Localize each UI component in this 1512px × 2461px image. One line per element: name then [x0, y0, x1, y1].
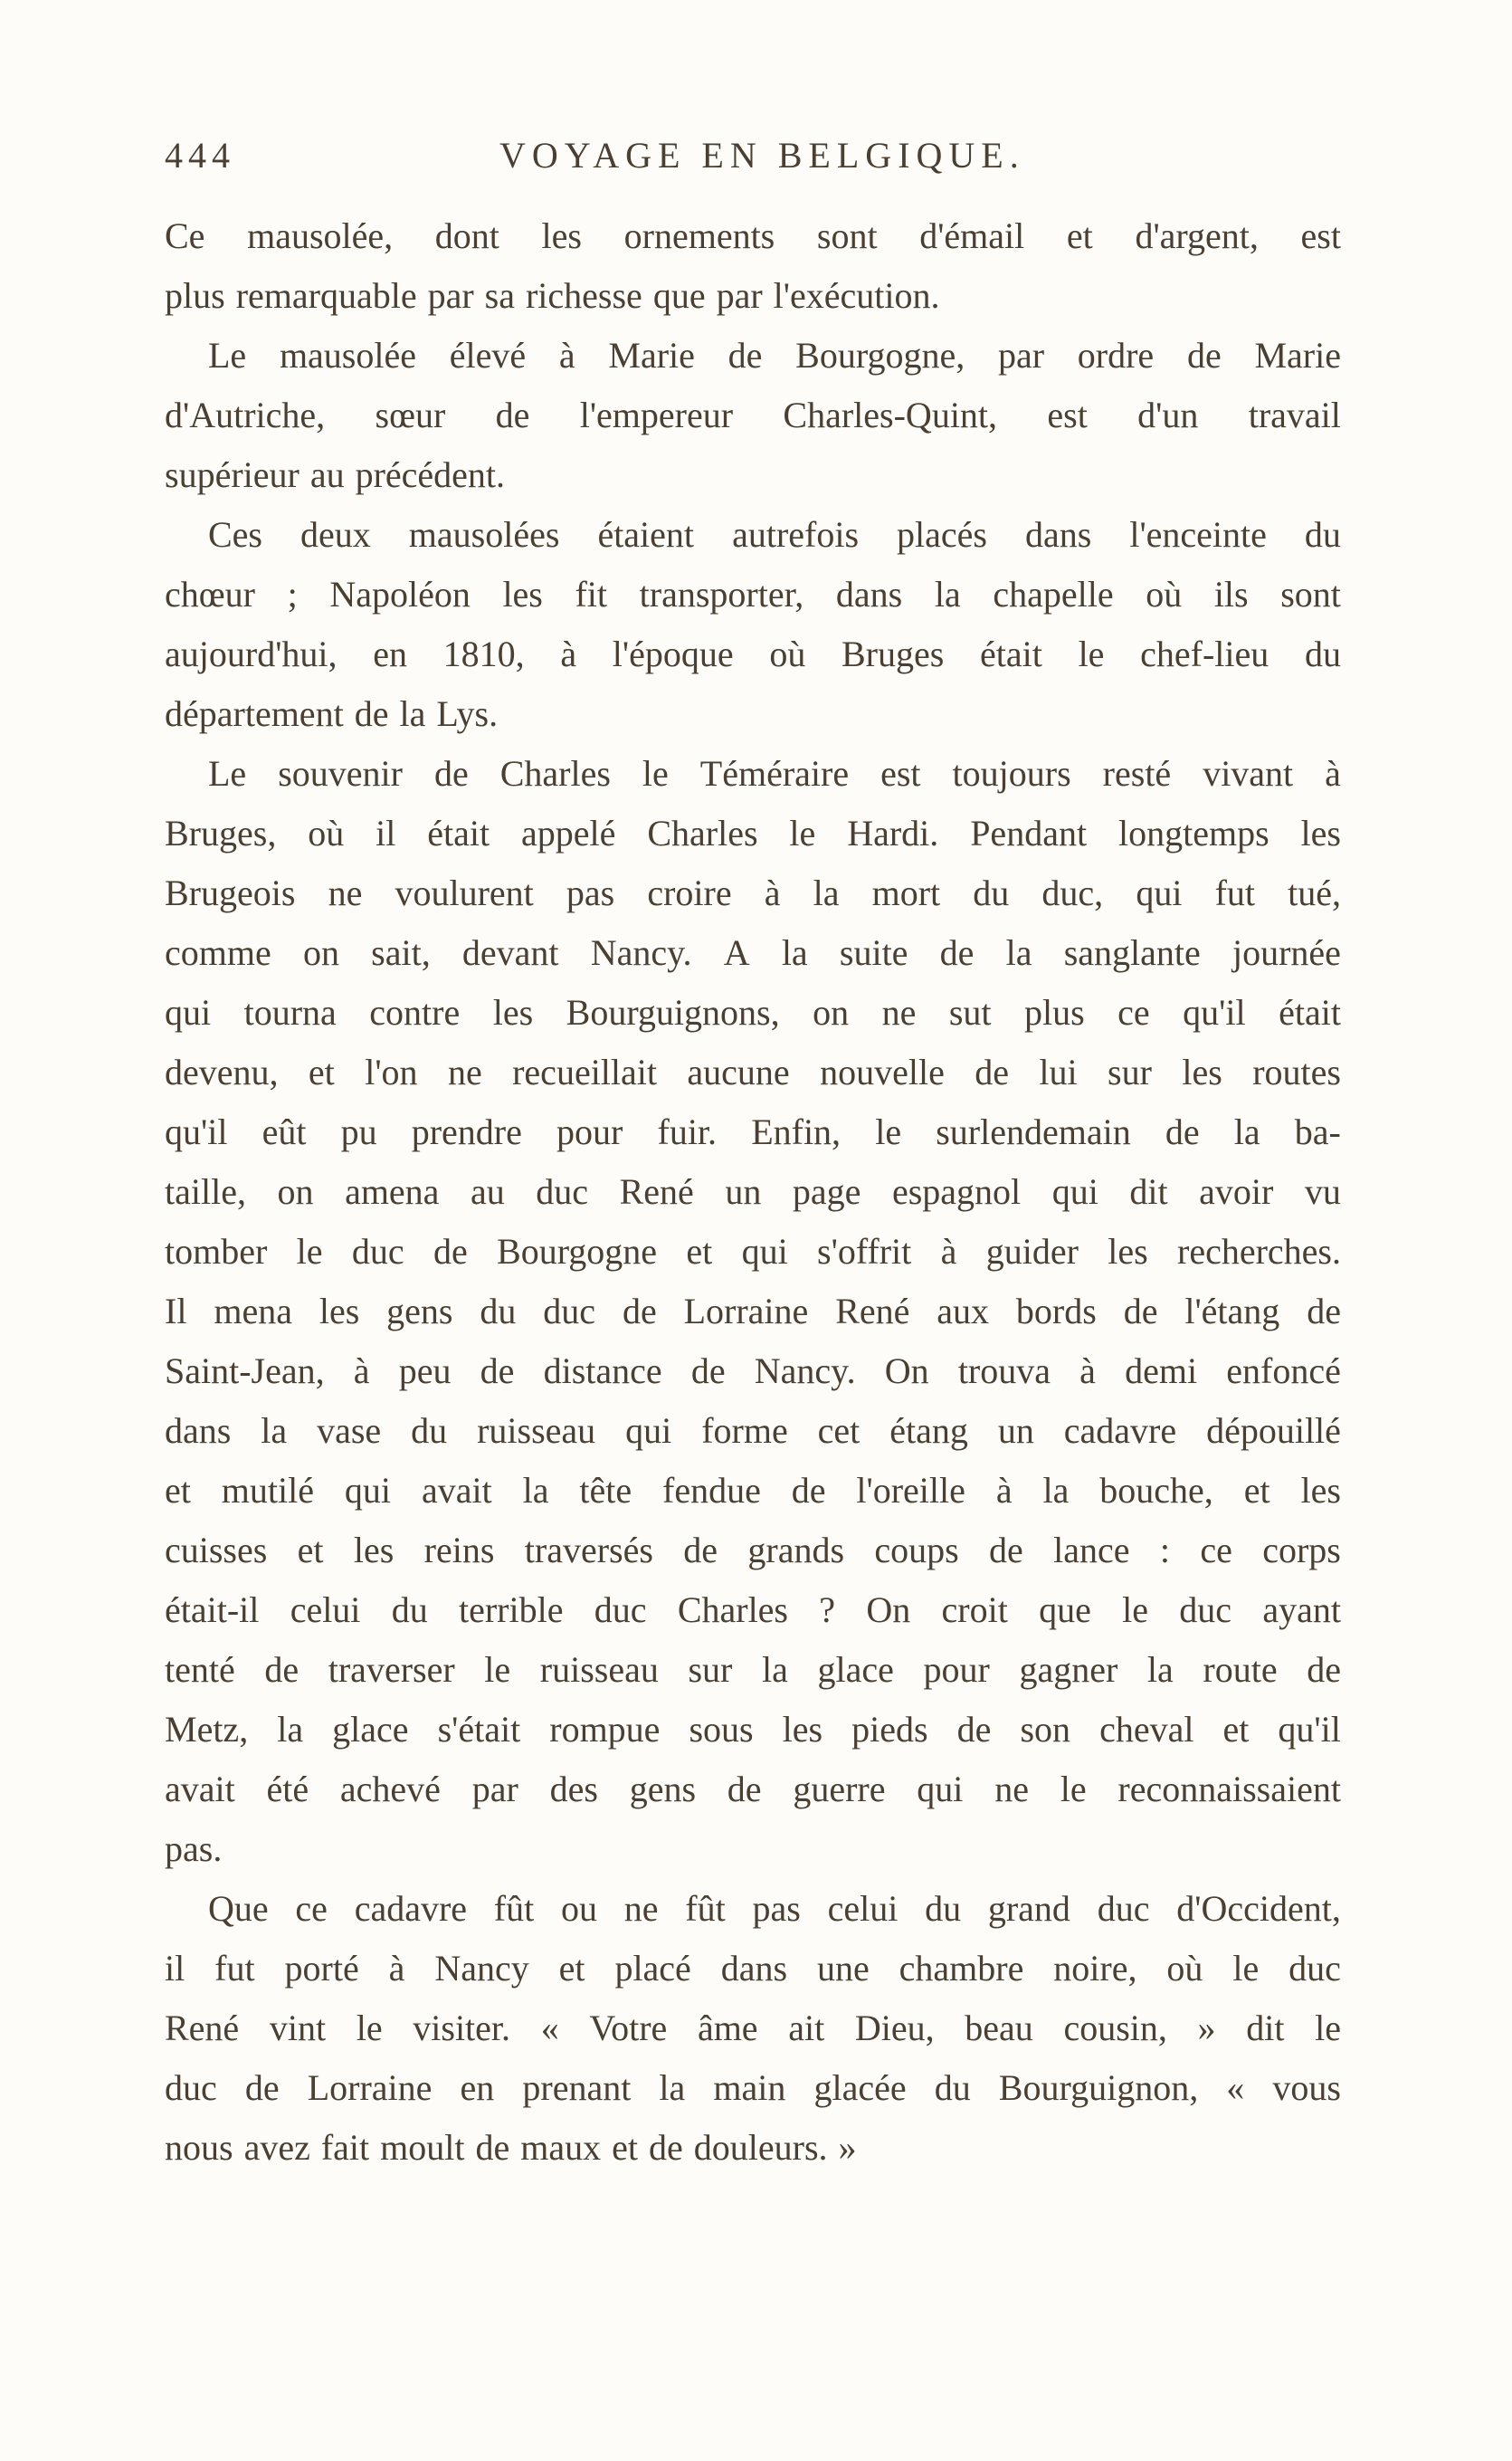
text-line: comme on sait, devant Nancy. A la suite de la sanglante journée	[165, 932, 1341, 973]
text-line: René vint le visiter. « Votre âme ait Dieu, beau cousin, » dit le	[165, 2008, 1341, 2048]
text-line: devenu, et l'on ne recueillait aucune nouvelle de lui sur les routes	[165, 1052, 1341, 1092]
text-line: Le souvenir de Charles le Téméraire est toujours resté vivant à	[208, 753, 1341, 794]
text-line: chœur ; Napoléon les fit transporter, dans la chapelle où ils sont	[165, 574, 1341, 615]
text-line: aujourd'hui, en 1810, à l'époque où Bruges était le chef-lieu du	[165, 634, 1341, 674]
text-line: Ce mausolée, dont les ornements sont d'émail et d'argent, est	[165, 215, 1341, 256]
text-line: qui tourna contre les Bourguignons, on ne sut plus ce qu'il était	[165, 992, 1341, 1033]
text-line: Bruges, où il était appelé Charles le Hardi. Pendant longtemps les	[165, 813, 1341, 854]
page-number: 444	[165, 135, 235, 176]
text-line: et mutilé qui avait la tête fendue de l'oreille à la bouche, et les	[165, 1470, 1341, 1511]
text-line: dans la vase du ruisseau qui forme cet étang un cadavre dépouillé	[165, 1410, 1341, 1451]
body-text	[165, 206, 1341, 2178]
text-line: Metz, la glace s'était rompue sous les pieds de son cheval et qu'il	[165, 1709, 1341, 1750]
text-line: pas.	[165, 1828, 223, 1869]
text-line: tenté de traverser le ruisseau sur la glace pour gagner la route de	[165, 1649, 1341, 1690]
running-title: VOYAGE EN BELGIQUE.	[499, 135, 1025, 176]
text-line: Ces deux mausolées étaient autrefois placés dans l'enceinte du	[208, 514, 1341, 555]
text-line: Saint-Jean, à peu de distance de Nancy. On trouva à demi enfoncé	[165, 1350, 1341, 1391]
text-line: supérieur au précédent.	[165, 454, 506, 495]
text-line: plus remarquable par sa richesse que par l'exécution.	[165, 275, 940, 316]
text-line: avait été achevé par des gens de guerre qui ne le reconnaissaient	[165, 1769, 1341, 1809]
text-line: Le mausolée élevé à Marie de Bourgogne, par ordre de Marie	[208, 335, 1341, 376]
text-line: Brugeois ne voulurent pas croire à la mort du duc, qui fut tué,	[165, 873, 1341, 913]
text-line: était-il celui du terrible duc Charles ? On croit que le duc ayant	[165, 1589, 1341, 1630]
text-line: tomber le duc de Bourgogne et qui s'offrit à guider les recherches.	[165, 1231, 1341, 1272]
text-line: duc de Lorraine en prenant la main glacée du Bourguignon, « vous	[165, 2067, 1341, 2108]
text-line: il fut porté à Nancy et placé dans une chambre noire, où le duc	[165, 1948, 1341, 1989]
text-line: d'Autriche, sœur de l'empereur Charles-Quint, est d'un travail	[165, 395, 1341, 435]
text-line: Que ce cadavre fût ou ne fût pas celui du grand duc d'Occident,	[208, 1888, 1341, 1929]
text-line: taille, on amena au duc René un page espagnol qui dit avoir vu	[165, 1171, 1341, 1212]
text-line: département de la Lys.	[165, 693, 499, 734]
page-header	[165, 134, 1341, 188]
text-line: cuisses et les reins traversés de grands coups de lance : ce corps	[165, 1530, 1341, 1570]
text-line: qu'il eût pu prendre pour fuir. Enfin, le surlendemain de la ba-	[165, 1111, 1341, 1152]
text-line: Il mena les gens du duc de Lorraine René aux bords de l'étang de	[165, 1291, 1341, 1331]
text-line: nous avez fait moult de maux et de douleurs. »	[165, 2127, 857, 2168]
